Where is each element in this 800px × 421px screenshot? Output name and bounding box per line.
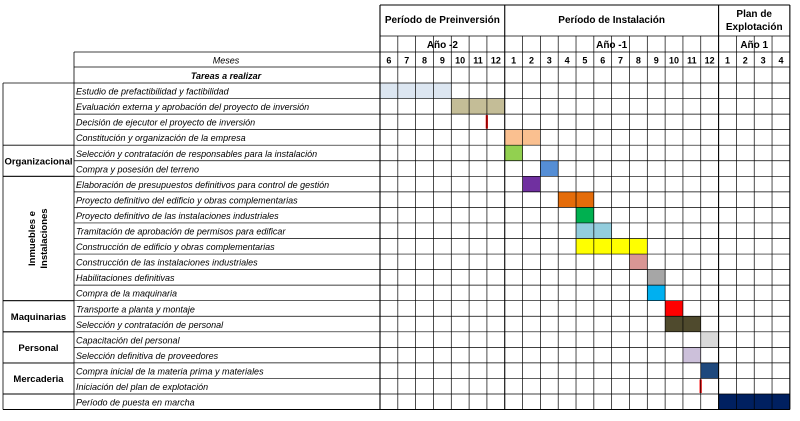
- month-label: 12: [704, 55, 715, 66]
- task-bar-14: [665, 301, 683, 317]
- group-label-4: Mercaderia: [13, 373, 64, 385]
- period-label-2-line-0: Plan de: [736, 9, 773, 20]
- group-label-3: Personal: [18, 342, 59, 354]
- tareas-label: Tareas a realizar: [190, 71, 262, 81]
- month-label: 9: [653, 55, 659, 66]
- group-label-0: Organizacional: [4, 156, 73, 168]
- period-label-2-line-1: Explotación: [725, 22, 783, 33]
- task-bar-12: [647, 270, 665, 286]
- task-label: Construcción de edificio y obras complementarias: [76, 242, 275, 253]
- month-label: 8: [635, 55, 641, 66]
- month-label: 4: [564, 55, 570, 66]
- task-bar-6: [523, 176, 541, 192]
- task-label: Compra de la maquinaria: [76, 288, 178, 299]
- month-label: 1: [511, 55, 517, 66]
- month-label: 2: [528, 55, 534, 66]
- task-bar-11: [629, 254, 647, 270]
- task-label: Evaluación externa y aprobación del proyecto de inversión: [76, 102, 310, 113]
- period-label-0: Período de Preinversión: [384, 15, 500, 26]
- task-label: Decisión de ejecutor el proyecto de inversión: [76, 117, 256, 128]
- month-label: 7: [404, 55, 410, 66]
- month-label: 2: [742, 55, 748, 66]
- month-label: 3: [760, 55, 766, 66]
- month-label: 3: [546, 55, 552, 66]
- task-label: Período de puesta en marcha: [76, 397, 195, 408]
- task-bar-18: [701, 363, 719, 379]
- group-label-2: Maquinarias: [10, 311, 67, 323]
- period-label-1: Período de Instalación: [558, 15, 666, 26]
- task-label: Selección definitiva de proveedores: [76, 350, 219, 361]
- month-label: 8: [422, 55, 428, 66]
- group-label-1-line-0: Inmuebles e: [27, 211, 39, 266]
- month-label: 9: [439, 55, 445, 66]
- task-label: Proyecto definitivo del edificio y obras complementarias: [76, 195, 298, 206]
- month-label: 11: [473, 55, 483, 66]
- task-label: Construcción de las instalaciones industriales: [76, 257, 258, 268]
- month-label: 10: [455, 55, 466, 66]
- task-label: Proyecto definitivo de las instalaciones industriales: [76, 210, 279, 221]
- month-label: 7: [618, 55, 624, 66]
- task-label: Iniciación del plan de explotación: [76, 382, 209, 392]
- month-label: 6: [600, 55, 606, 66]
- task-bar-1: [451, 99, 504, 115]
- task-label: Tramitación de aprobación de permisos para edificar: [76, 226, 286, 237]
- month-label: 11: [687, 55, 697, 66]
- month-label: 12: [490, 55, 501, 66]
- task-bar-16: [701, 332, 719, 348]
- task-label: Selección y contratación de personal: [76, 319, 224, 330]
- month-label: 6: [386, 55, 392, 66]
- task-label: Estudio de prefactibilidad y factibilidad: [76, 86, 229, 97]
- task-label: Selección y contratación de responsables para la instalación: [76, 148, 318, 159]
- year-label-0: Año -2: [426, 40, 458, 51]
- month-label: 4: [778, 55, 784, 66]
- month-label: 1: [724, 55, 730, 66]
- task-label: Transporte a planta y montaje: [76, 304, 195, 315]
- month-label: 10: [669, 55, 680, 66]
- task-label: Elaboración de presupuestos definitivos para control de gestión: [76, 179, 330, 190]
- month-label: 5: [582, 55, 588, 66]
- task-bar-13: [647, 285, 665, 301]
- group-label-1-line-1: Instalaciones: [39, 208, 51, 269]
- task-bar-5: [540, 161, 558, 177]
- meses-label: Meses: [212, 55, 240, 66]
- year-label-1: Año -1: [596, 40, 628, 51]
- task-label: Compra y posesión del terreno: [76, 164, 200, 175]
- task-label: Compra inicial de la materia prima y materiales: [76, 366, 264, 377]
- task-label: Habilitaciones definitivas: [76, 273, 175, 284]
- task-bar-4: [505, 145, 523, 161]
- task-bar-8: [576, 207, 594, 223]
- task-label: Capacitación del personal: [76, 335, 180, 346]
- task-label: Constitución y organización de la empresa: [76, 133, 246, 144]
- year-label-2: Año 1: [740, 40, 769, 51]
- task-bar-17: [683, 347, 701, 363]
